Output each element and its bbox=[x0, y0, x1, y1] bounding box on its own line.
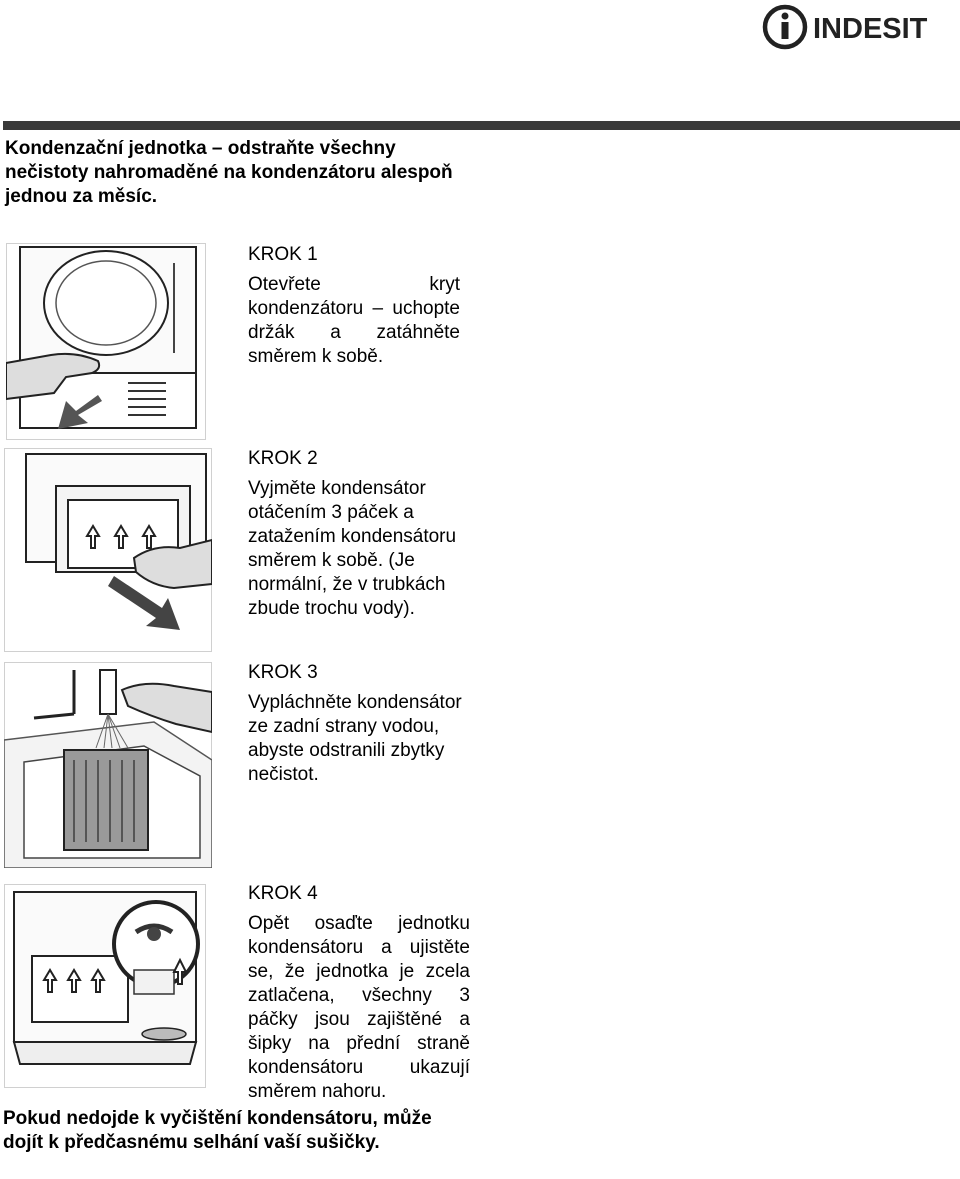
step-4-title: KROK 4 bbox=[248, 883, 318, 904]
step3-illustration bbox=[4, 662, 212, 868]
step2-illustration bbox=[4, 448, 212, 652]
indesit-logo bbox=[760, 2, 960, 52]
step-4 bbox=[248, 882, 470, 1104]
step-3-body: Vypláchněte kondensátor ze zadní strany vodou, abyste odstranili zbytky nečistot. bbox=[248, 692, 462, 785]
step-4-body: Opět osaďte jednotku kondensátoru a ujistěte se, že jednotka je zcela zatlačena, všechny 3 páčky jsou zajištěné a šipky na přední straně kondensátoru ukazují směrem nahoru. bbox=[248, 913, 470, 1102]
step-3 bbox=[248, 661, 463, 787]
step1-illustration bbox=[6, 243, 206, 440]
header-rule bbox=[3, 121, 960, 130]
step-1-title: KROK 1 bbox=[248, 244, 318, 265]
step-2 bbox=[248, 447, 463, 621]
step-1 bbox=[248, 243, 460, 369]
step-1-body: Otevřete kryt kondenzátoru – uchopte držák a zatáhněte směrem k sobě. bbox=[248, 274, 460, 367]
step4-illustration bbox=[4, 884, 206, 1088]
step-3-title: KROK 3 bbox=[248, 662, 318, 683]
step-2-title: KROK 2 bbox=[248, 448, 318, 469]
brand-name: INDESIT bbox=[813, 13, 928, 45]
step-2-body: Vyjměte kondensátor otáčením 3 páček a zatažením kondensátoru směrem k sobě. (Je normální, že v trubkách zbude trochu vody). bbox=[248, 478, 457, 619]
footer-warning: Pokud nedojde k vyčištění kondensátoru, může dojít k předčasnému selhání vaší sušičky. bbox=[3, 1108, 432, 1153]
intro-text: Kondenzační jednotka – odstraňte všechny nečistoty nahromaděné na kondenzátoru alespoň jednou za měsíc. bbox=[5, 138, 453, 207]
